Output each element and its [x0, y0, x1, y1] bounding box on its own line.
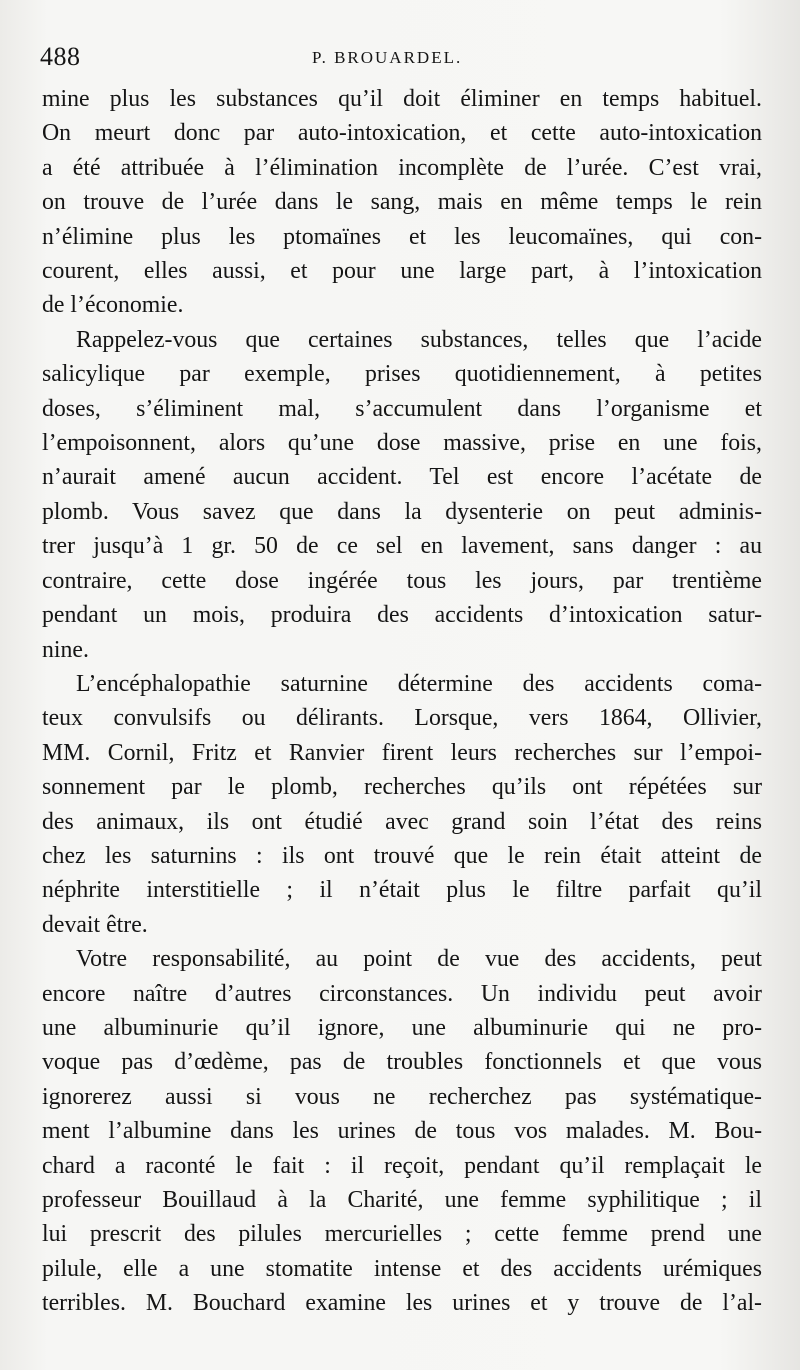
page-header: [40, 42, 760, 76]
text-line: chard a raconté le fait : il reçoit, pendant qu’il remplaçait le: [42, 1152, 762, 1179]
text-line: salicylique par exemple, prises quotidiennement, à petites: [42, 361, 762, 388]
text-line: on trouve de l’urée dans le sang, mais en même temps le rein: [42, 189, 762, 216]
text-line: devait être.: [42, 911, 148, 938]
paragraph-2: [42, 323, 762, 667]
text-line: de l’économie.: [42, 292, 184, 319]
text-line: voque pas d’œdème, pas de troubles fonctionnels et que vous: [42, 1049, 762, 1076]
text-line: contraire, cette dose ingérée tous les jours, par trentième: [42, 567, 762, 594]
text-line: ment l’albumine dans les urines de tous vos malades. M. Bou-: [42, 1118, 762, 1145]
text-line: pilule, elle a une stomatite intense et des accidents urémiques: [42, 1255, 762, 1282]
text-line: l’empoisonnent, alors qu’une dose massive, prise en une fois,: [42, 430, 762, 457]
text-line: des animaux, ils ont étudié avec grand soin l’état des reins: [42, 808, 762, 835]
text-line: a été attribuée à l’élimination incomplète de l’urée. C’est vrai,: [42, 154, 762, 181]
text-line: courent, elles aussi, et pour une large part, à l’intoxication: [42, 258, 762, 285]
text-line: mine plus les substances qu’il doit éliminer en temps habituel.: [42, 86, 762, 112]
text-line: n’aurait amené aucun accident. Tel est encore l’acétate de: [42, 464, 762, 491]
paragraph-4: [42, 942, 762, 1320]
page-number: 488: [40, 42, 81, 71]
text-line: nine.: [42, 636, 89, 663]
paragraph-3: [42, 667, 762, 942]
text-line: n’élimine plus les ptomaïnes et les leucomaïnes, qui con-: [42, 223, 762, 250]
text-line: Rappelez-vous que certaines substances, telles que l’acide: [76, 326, 762, 353]
body-text: [42, 82, 762, 1321]
text-line: teux convulsifs ou délirants. Lorsque, vers 1864, Ollivier,: [42, 705, 762, 732]
text-line: ignorerez aussi si vous ne recherchez pas systématique-: [42, 1083, 762, 1110]
paragraph-1: [42, 82, 762, 323]
running-head: P. BROUARDEL.: [312, 48, 463, 67]
text-line: trer jusqu’à 1 gr. 50 de ce sel en lavement, sans danger : au: [42, 533, 762, 560]
text-line: encore naître d’autres circonstances. Un individu peut avoir: [42, 980, 762, 1007]
text-line: une albuminurie qu’il ignore, une albuminurie qui ne pro-: [42, 1014, 762, 1041]
text-line: chez les saturnins : ils ont trouvé que le rein était atteint de: [42, 842, 762, 869]
text-line: L’encéphalopathie saturnine détermine des accidents coma-: [76, 670, 762, 697]
text-line: Votre responsabilité, au point de vue des accidents, peut: [76, 946, 762, 973]
text-line: néphrite interstitielle ; il n’était plus le filtre parfait qu’il: [42, 877, 762, 904]
text-line: terribles. M. Bouchard examine les urines et y trouve de l’al-: [42, 1290, 762, 1317]
text-line: MM. Cornil, Fritz et Ranvier firent leurs recherches sur l’empoi-: [42, 739, 762, 766]
text-line: On meurt donc par auto-intoxication, et cette auto-intoxication: [42, 120, 762, 147]
text-line: sonnement par le plomb, recherches qu’ils ont répétées sur: [42, 774, 762, 801]
text-line: lui prescrit des pilules mercurielles ; cette femme prend une: [42, 1221, 762, 1248]
text-line: doses, s’éliminent mal, s’accumulent dans l’organisme et: [42, 395, 762, 422]
text-line: plomb. Vous savez que dans la dysenterie on peut adminis-: [42, 498, 762, 525]
text-line: professeur Bouillaud à la Charité, une femme syphilitique ; il: [42, 1187, 762, 1213]
text-line: pendant un mois, produira des accidents d’intoxication satur-: [42, 602, 762, 629]
